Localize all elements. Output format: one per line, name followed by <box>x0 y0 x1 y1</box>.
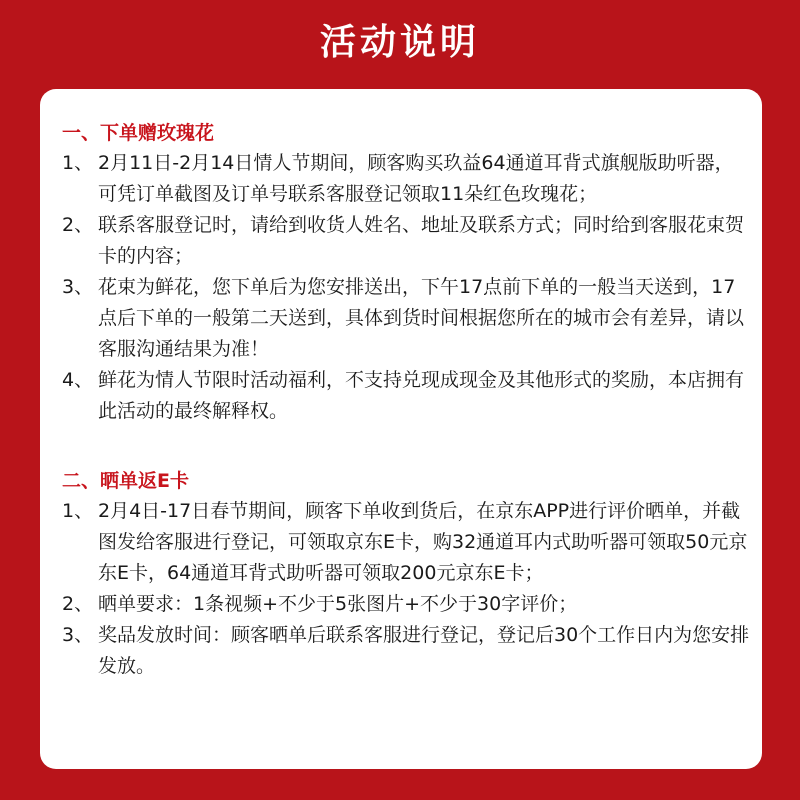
item-text: 2月11日-2月14日情人节期间，顾客购买玖益64通道耳背式旗舰版助听器，可凭订单截图及订单号联系客服登记领取11朵红色玫瑰花； <box>98 152 734 205</box>
item-number: 3、 <box>62 624 94 646</box>
item-number: 2、 <box>62 593 94 615</box>
list-item <box>62 210 752 272</box>
item-text: 花束为鲜花，您下单后为您安排送出，下午17点前下单的一般当天送到，17点后下单的一般第二天送到，具体到货时间根据您所在的城市会有差异，请以客服沟通结果为准！ <box>98 276 745 360</box>
item-text: 2月4日-17日春节期间，顾客下单收到货后，在京东APP进行评价晒单，并截图发给客服进行登记，可领取京东E卡，购32通道耳内式助听器可领取50元京东E卡，64通道耳背式助听器可领取200元京东E卡； <box>98 500 748 584</box>
list-item <box>62 272 752 365</box>
e-card-list <box>62 496 752 682</box>
section-title-e-card: 二、晒单返E卡 <box>62 470 189 492</box>
item-text: 晒单要求：1条视频+不少于5张图片+不少于30字评价； <box>98 593 578 615</box>
list-item <box>62 589 752 620</box>
list-item <box>62 148 752 210</box>
item-number: 4、 <box>62 369 94 391</box>
item-number: 1、 <box>62 500 94 522</box>
section-title-rose-gift: 一、下单赠玫瑰花 <box>62 122 215 144</box>
page-title: 活动说明 <box>319 22 480 63</box>
list-item <box>62 620 752 682</box>
list-item <box>62 365 752 427</box>
rose-gift-list <box>62 148 752 427</box>
list-item <box>62 496 752 589</box>
rules-card <box>40 89 762 769</box>
item-number: 1、 <box>62 152 94 174</box>
item-text: 联系客服登记时，请给到收货人姓名、地址及联系方式；同时给到客服花束贺卡的内容； <box>98 214 745 267</box>
item-text: 奖品发放时间：顾客晒单后联系客服进行登记，登记后30个工作日内为您安排发放。 <box>98 624 750 677</box>
item-number: 3、 <box>62 276 94 298</box>
item-number: 2、 <box>62 214 94 236</box>
item-text: 鲜花为情人节限时活动福利，不支持兑现成现金及其他形式的奖励，本店拥有此活动的最终解释权。 <box>98 369 745 422</box>
